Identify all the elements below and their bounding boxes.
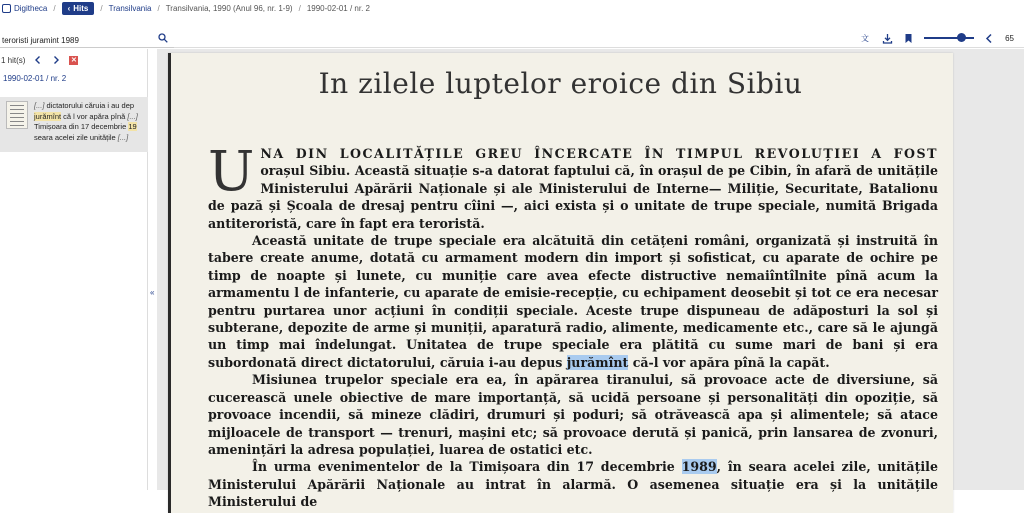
newspaper-page [168,53,953,513]
article-paragraph [208,139,938,232]
result-issue[interactable]: 1990-02-01 / nr. 2 [3,74,67,83]
paragraph-text: orașul Sibiu. Această situație s-a datorat faptului că, în orașul de pe Cibin, în afară de unitățile Ministerului Apărării Naționale și ale Ministerului de Interne— Miliție, Securitate, Batalionu de pază și Școala de dresaj pentru cîini —, aici exista și o unitate de trupe speciale, numită Brigada antiteroristă, care în fapt era teroristă. [208,163,938,231]
zoom-slider-track [924,37,974,39]
svg-text:文: 文 [861,33,870,43]
lead-caps: NA DIN LOCALITĂȚILE GREU ÎNCERCATE ÎN TIMPUL REVOLUȚIEI A FOST [260,146,938,161]
clear-hits-icon[interactable]: ✕ [71,56,77,64]
zoom-slider-thumb[interactable] [957,33,966,42]
search-result-item[interactable] [0,97,148,152]
viewer-toolbar [0,30,1024,48]
search-icon[interactable] [158,33,168,43]
breadcrumb-separator: / [157,4,160,13]
page-thumbnail[interactable] [6,101,28,129]
chevron-left-icon: ‹ [67,4,71,13]
search-box [0,30,174,48]
breadcrumb-issue: 1990-02-01 / nr. 2 [306,4,370,13]
next-hit-icon[interactable] [51,55,61,65]
top-breadcrumb-bar [0,0,1024,17]
breadcrumb-separator: / [100,4,103,13]
search-input[interactable] [0,33,150,49]
breadcrumb-volume[interactable]: Transilvania, 1990 (Anul 96, nr. 1-9) [165,4,293,13]
brand-icon [2,4,11,13]
brand-logo[interactable] [2,4,47,13]
snippet-text: Timișoara din 17 decembrie [34,122,129,131]
ellipsis: [...] [127,111,138,121]
snippet-text: seara acelei zile unitățile [34,132,118,142]
download-icon[interactable] [882,33,893,44]
page-edge [168,53,171,513]
paragraph-text: Această unitate de trupe speciale era alcătuită din cetățeni români, organizată și instruită în tabere create anume, dotată cu armament modern din import și sofisticat, cu aparate de ochire pe timp de noapte și lunete, cu muniție care avea efecte distructive nemaiîntîlnite pînă acum la armamentu l de infanterie, cu aparate de emisie-recepție, cu echipament deosebit și tot ce era necesar pentru purtarea unor acțiuni în condiții speciale. Aceste trupe dispuneau de adăposturi la sol și subterane, depozite de arme și muniții, aparatură radio, alimente, medicamente etc., care să le ajungă un timp mai îndelungat. Unitatea de trupe speciale era plătită cu sume mari de bani și era subordonată direct dictatorului, căruia i-au depus [208,233,938,370]
breadcrumb-separator: / [53,4,56,13]
previous-hit-icon[interactable] [33,55,43,65]
paragraph-text: Misiunea trupelor speciale era ea, în apărarea tiranului, să provoace acte de diversiune, să cucerească unele obiective de mare importanță, să ucidă persoane și personalități din opoziție, să provoace incendii, să mineze clădiri, drumuri și poduri; să otrăvească apa și alimentele; să atace mijloacele de transport — trenuri, mașini etc; să provoace derută și panică, prin lansarea de zvonuri, amenințări la adresa populației, luarea de ostatici etc. [208,372,938,457]
page-number[interactable]: 65 [1005,33,1014,43]
result-snippet [34,101,146,143]
search-highlight: jurămînt [566,354,629,370]
article-paragraph [208,371,938,458]
zoom-slider[interactable] [924,32,974,44]
search-highlight: 1989 [681,459,717,475]
document-viewer[interactable] [157,49,1024,510]
breadcrumb-separator: / [298,4,301,13]
snippet-text: că l vor apăra pînă [61,111,128,121]
brand-name: Digitheca [14,4,48,13]
drop-cap: U [208,139,255,203]
paragraph-text: că-l vor apăra pînă la capăt. [628,354,830,370]
hits-button[interactable] [62,2,95,15]
chevron-left-icon[interactable] [984,33,995,44]
translate-icon[interactable] [861,33,872,44]
ellipsis: [...] [34,101,45,110]
paragraph-text: , în seara acelei zile, unitățile Ministerului Apărării Naționale au intrat în alarmă. O asemenea situație era și la unitățile Ministerului de [208,459,938,510]
article-body [208,139,938,511]
viewer-tools [861,32,1014,44]
results-panel [0,49,148,490]
bookmark-icon[interactable] [903,33,914,44]
snippet-highlight: jurămînt [34,111,62,121]
hits-button-label: Hits [73,4,89,13]
article-title: In zilele luptelor eroice din Sibiu [318,67,803,100]
collapse-panel-icon[interactable]: « [150,288,155,297]
ellipsis: [...] [117,132,129,142]
article-paragraph [208,458,938,510]
panel-divider [148,49,157,490]
article-paragraph [208,232,938,371]
paragraph-text: În urma evenimentelor de la Timișoara din 17 decembrie [252,459,682,475]
snippet-text: dictatorului căruia i au dep [44,101,135,110]
hits-count: 1 hit(s) [1,55,26,65]
hits-navigation [0,49,147,71]
snippet-highlight: 19 [128,122,137,131]
breadcrumb-collection[interactable]: Transilvania [108,4,152,13]
